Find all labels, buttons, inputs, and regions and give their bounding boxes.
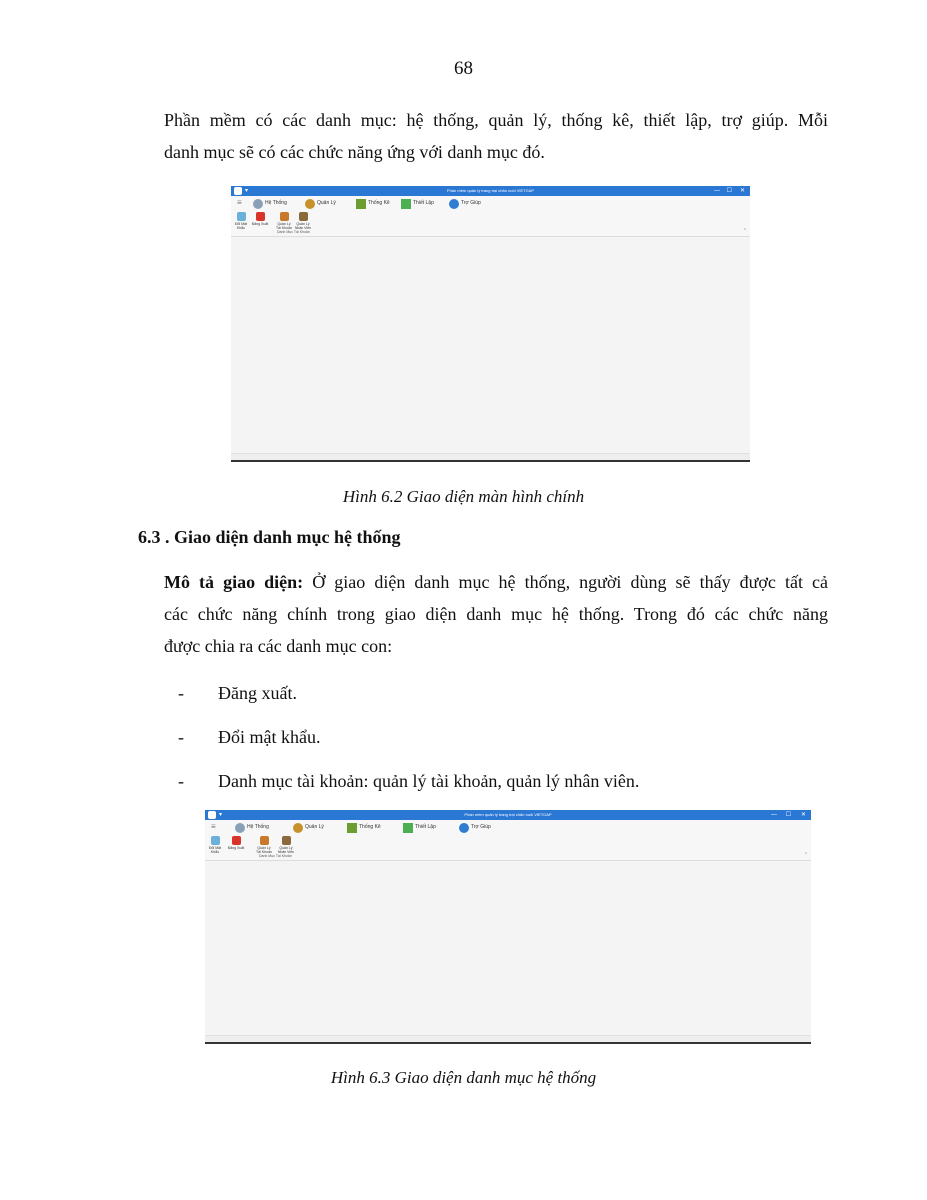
user-account-icon	[260, 836, 269, 845]
description-line-2: các chức năng chính trong giao diện danh mục hệ thống. Trong đó các chức năng	[164, 604, 828, 624]
workspace-area	[231, 237, 750, 454]
button-label: Đăng Xuất	[251, 222, 269, 226]
flag-icon	[403, 823, 413, 833]
tab-label: Thiết Lập	[415, 824, 436, 830]
key-icon	[211, 836, 220, 845]
manager-icon	[305, 199, 315, 209]
intro-paragraph	[164, 104, 828, 168]
bullet-text: Đăng xuất.	[218, 683, 297, 703]
tab-label: Thiết Lập	[413, 200, 434, 206]
close-button[interactable]: ✕	[739, 188, 745, 194]
manage-accounts-button[interactable]	[275, 212, 293, 230]
info-icon	[449, 199, 459, 209]
tab-thong-ke[interactable]	[347, 822, 381, 833]
tab-label: Hệ Thống	[265, 200, 287, 206]
employees-icon	[299, 212, 308, 221]
ribbon-panel	[231, 210, 750, 237]
button-label: Đăng Xuất	[227, 846, 245, 850]
minimize-button[interactable]: —	[714, 188, 720, 194]
tab-tro-giup[interactable]	[459, 822, 491, 833]
app-window-screenshot-system	[205, 810, 811, 1044]
bullet-item: - Danh mục tài khoản: quản lý tài khoản, quản lý nhân viên.	[178, 771, 640, 791]
manager-icon	[293, 823, 303, 833]
app-window-screenshot-main	[231, 186, 750, 462]
bullet-item: - Đăng xuất.	[178, 683, 297, 703]
tab-tro-giup[interactable]	[449, 198, 481, 209]
tab-quan-ly[interactable]	[305, 198, 336, 209]
figure-bottom-rule	[231, 460, 750, 462]
intro-line-1: Phần mềm có các danh mục: hệ thống, quản lý, thống kê, thiết lập, trợ giúp. Mỗi	[164, 110, 828, 130]
manage-employees-button[interactable]	[277, 836, 295, 854]
tab-quan-ly[interactable]	[293, 822, 324, 833]
status-bar	[205, 1035, 811, 1042]
bullet-text: Đổi mật khẩu.	[218, 727, 321, 747]
button-label: Đổi Mật Khẩu	[234, 222, 248, 230]
ribbon-group-label: Danh Mục Tài Khoản	[277, 230, 310, 234]
logout-icon	[256, 212, 265, 221]
description-line-3: được chia ra các danh mục con:	[164, 636, 393, 656]
minimize-button[interactable]: —	[771, 812, 777, 818]
collapse-ribbon-icon[interactable]: ⌃	[803, 852, 808, 858]
quick-access-dropdown-icon[interactable]: ▾	[245, 188, 249, 194]
info-icon	[459, 823, 469, 833]
button-label: Quản Lý Nhân Viên	[294, 222, 312, 230]
maximize-button[interactable]: ☐	[726, 188, 732, 194]
user-account-icon	[280, 212, 289, 221]
logout-button[interactable]	[227, 836, 245, 850]
tab-label: Hệ Thống	[247, 824, 269, 830]
button-label: Quản Lý Tài Khoản	[276, 222, 292, 230]
tab-label: Quản Lý	[305, 824, 324, 830]
tab-thiet-lap[interactable]	[403, 822, 436, 833]
flag-icon	[401, 199, 411, 209]
menu-icon[interactable]: ≡	[211, 822, 216, 831]
window-title: Phần mềm quản lý trang trại chăn nuôi VIETGAP	[446, 188, 535, 193]
close-button[interactable]: ✕	[800, 812, 806, 818]
menu-icon[interactable]: ≡	[237, 198, 242, 207]
ribbon-panel	[205, 834, 811, 861]
maximize-button[interactable]: ☐	[785, 812, 791, 818]
bar-chart-icon	[356, 199, 366, 209]
description-text: Ở giao diện danh mục hệ thống, người dùng sẽ thấy được tất cả	[303, 572, 828, 592]
tab-label: Quản Lý	[317, 200, 336, 206]
tab-label: Trợ Giúp	[471, 824, 491, 830]
figure-6-2-caption: Hình 6.2 Giao diện màn hình chính	[342, 487, 585, 506]
status-bar	[231, 453, 750, 460]
workspace-area	[205, 861, 811, 1036]
intro-line-2: danh mục sẽ có các chức năng ứng với danh mục đó.	[164, 142, 545, 162]
bar-chart-icon	[347, 823, 357, 833]
button-label: Đổi Mật Khẩu	[208, 846, 222, 854]
tab-label: Trợ Giúp	[461, 200, 481, 206]
description-paragraph	[164, 566, 828, 662]
key-icon	[237, 212, 246, 221]
window-titlebar	[231, 186, 750, 196]
tab-he-thong[interactable]	[235, 822, 269, 833]
quick-access-dropdown-icon[interactable]: ▾	[219, 812, 223, 818]
page-number: 68	[454, 58, 473, 79]
ribbon-tabs	[205, 820, 811, 834]
figure-bottom-rule	[205, 1042, 811, 1044]
ribbon-tabs	[231, 196, 750, 210]
description-line-1	[164, 566, 828, 598]
system-gear-icon	[235, 823, 245, 833]
window-titlebar	[205, 810, 811, 820]
change-password-button[interactable]	[232, 212, 250, 230]
employees-icon	[282, 836, 291, 845]
ribbon-group-label: Danh Mục Tài Khoản	[259, 854, 292, 858]
system-gear-icon	[253, 199, 263, 209]
tab-label: Thống Kê	[359, 824, 381, 830]
button-label: Quản Lý Tài Khoản	[256, 846, 272, 854]
tab-label: Thống Kê	[368, 200, 390, 206]
manage-accounts-button[interactable]	[255, 836, 273, 854]
window-title: Phần mềm quản lý trang trại chăn nuôi VIETGAP	[464, 812, 552, 817]
bullet-item: - Đổi mật khẩu.	[178, 727, 321, 747]
logout-icon	[232, 836, 241, 845]
bullet-text: Danh mục tài khoản: quản lý tài khoản, quản lý nhân viên.	[218, 771, 640, 791]
section-heading: 6.3 . Giao diện danh mục hệ thống	[138, 527, 401, 547]
tab-he-thong[interactable]	[253, 198, 287, 209]
manage-employees-button[interactable]	[294, 212, 312, 230]
collapse-ribbon-icon[interactable]: ⌃	[742, 228, 747, 234]
figure-6-3-caption: Hình 6.3 Giao diện danh mục hệ thống	[330, 1068, 597, 1087]
tab-thong-ke[interactable]	[356, 198, 390, 209]
logout-button[interactable]	[251, 212, 269, 226]
button-label: Quản Lý Nhân Viên	[277, 846, 295, 854]
tab-thiet-lap[interactable]	[401, 198, 434, 209]
description-label: Mô tả giao diện:	[164, 572, 304, 592]
change-password-button[interactable]	[206, 836, 224, 854]
